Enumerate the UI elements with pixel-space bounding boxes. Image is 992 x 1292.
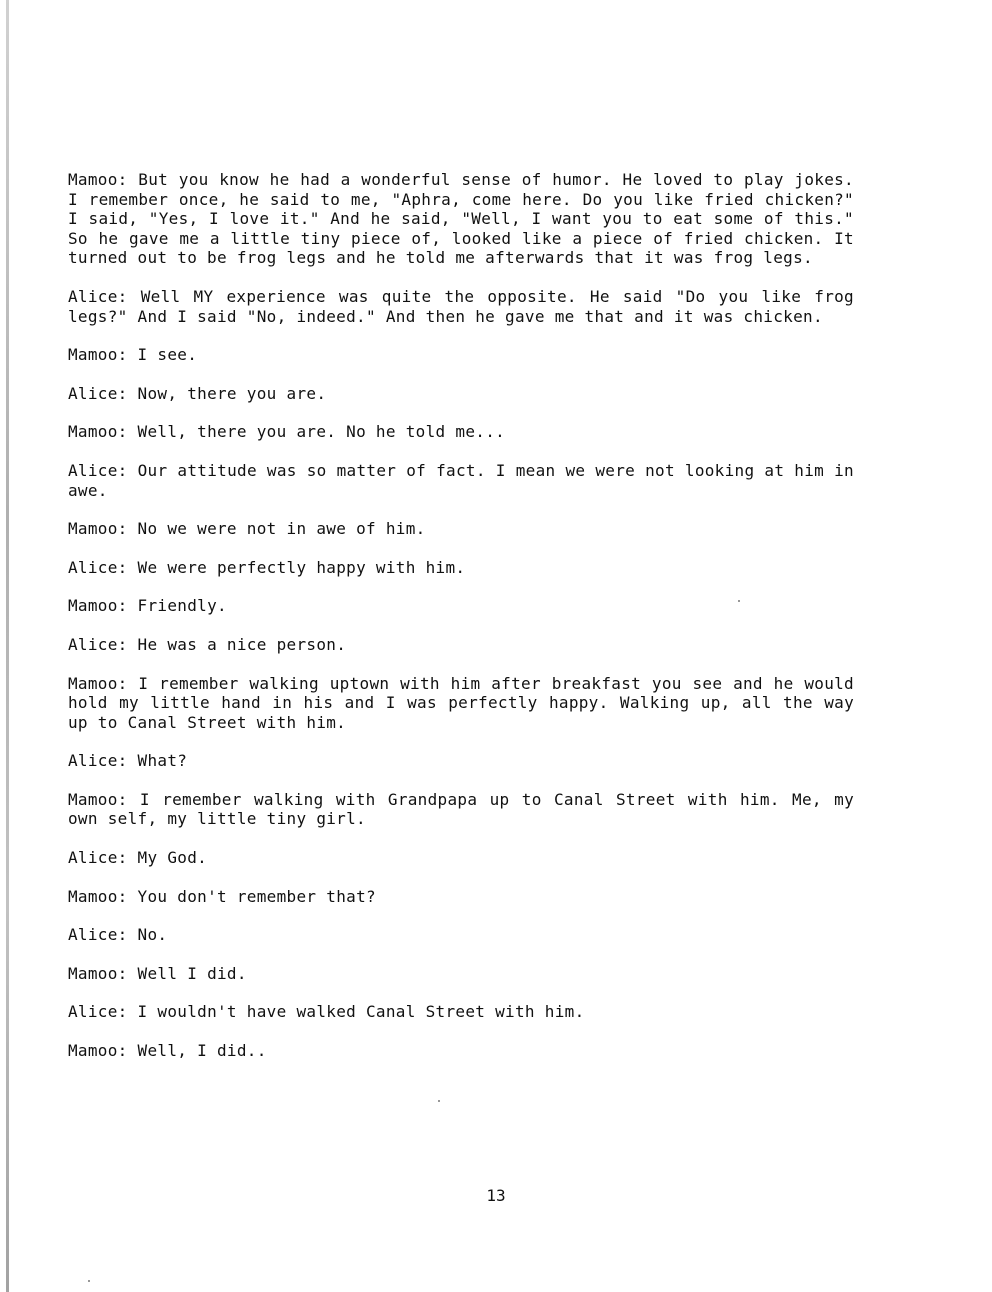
scan-speck: [88, 1280, 90, 1282]
speaker-label: Alice:: [68, 557, 128, 577]
transcript-paragraph: [68, 1002, 854, 1022]
speaker-label: Alice:: [68, 925, 128, 945]
utterance-text: He was a nice person.: [127, 634, 347, 654]
scan-speck: [438, 1100, 440, 1102]
transcript-paragraph: [68, 964, 854, 984]
speaker-label: Alice:: [68, 460, 128, 480]
transcript-paragraph: [68, 635, 854, 655]
speaker-label: Alice:: [68, 751, 128, 771]
speaker-label: Mamoo:: [68, 519, 128, 539]
transcript-paragraph: [68, 674, 854, 733]
speaker-label: Mamoo:: [68, 422, 128, 442]
utterance-text: But you know he had a wonderful sense of humor. He loved to play jokes. I remember once, he said to me, "Aphra, come here. Do you like fried chicken?" I said, "Yes, I love it." And he said, "Well, I want you to eat some of this." So he gave me a little tiny piece of, looked like a piece of fried chicken. It turned out to be frog legs and he told me afterwards that it was frog legs.: [68, 170, 854, 268]
utterance-text: Now, there you are.: [127, 383, 327, 403]
utterance-text: My God.: [127, 848, 208, 868]
speaker-label: Alice:: [68, 286, 128, 306]
utterance-text: Friendly.: [127, 596, 227, 616]
utterance-text: I remember walking uptown with him after breakfast you see and he would hold my little hand in his and I was perfectly happy. Walking up, all the way up to Canal Street with him.: [68, 673, 854, 732]
scan-speck: [738, 600, 740, 602]
transcript-paragraph: [68, 170, 854, 268]
speaker-label: Mamoo:: [68, 1041, 128, 1061]
transcript-paragraph: [68, 384, 854, 404]
binding-edge: [6, 0, 9, 1292]
transcript-body: [68, 170, 854, 1080]
transcript-paragraph: [68, 422, 854, 442]
utterance-text: No we were not in awe of him.: [127, 519, 426, 539]
transcript-paragraph: [68, 287, 854, 326]
speaker-label: Mamoo:: [68, 170, 128, 189]
utterance-text: I remember walking with Grandpapa up to Canal Street with him. Me, my own self, my little tiny girl.: [68, 789, 854, 829]
utterance-text: Well MY experience was quite the opposite. He said "Do you like frog legs?" And I said "No, indeed." And then he gave me that and it was chicken.: [68, 286, 854, 326]
transcript-paragraph: [68, 751, 854, 771]
transcript-paragraph: [68, 596, 854, 616]
transcript-paragraph: [68, 790, 854, 829]
utterance-text: Well, there you are. No he told me...: [127, 422, 506, 442]
speaker-label: Mamoo:: [68, 789, 128, 809]
speaker-label: Mamoo:: [68, 886, 128, 906]
speaker-label: Alice:: [68, 848, 128, 868]
utterance-text: Our attitude was so matter of fact. I mean we were not looking at him in awe.: [68, 460, 854, 500]
transcript-paragraph: [68, 519, 854, 539]
utterance-text: No.: [127, 925, 168, 945]
transcript-paragraph: [68, 558, 854, 578]
utterance-text: I see.: [127, 345, 198, 365]
speaker-label: Mamoo:: [68, 345, 128, 365]
speaker-label: Mamoo:: [68, 596, 128, 616]
transcript-paragraph: [68, 925, 854, 945]
speaker-label: Mamoo:: [68, 963, 128, 983]
utterance-text: You don't remember that?: [127, 886, 376, 906]
utterance-text: Well, I did..: [127, 1041, 267, 1061]
utterance-text: We were perfectly happy with him.: [127, 557, 466, 577]
page-number: 13: [486, 1186, 506, 1205]
transcript-paragraph: [68, 887, 854, 907]
utterance-text: Well I did.: [127, 963, 247, 983]
speaker-label: Alice:: [68, 1002, 128, 1022]
transcript-paragraph: [68, 1041, 854, 1061]
transcript-paragraph: [68, 345, 854, 365]
speaker-label: Alice:: [68, 634, 128, 654]
speaker-label: Mamoo:: [68, 673, 128, 693]
utterance-text: I wouldn't have walked Canal Street with him.: [127, 1002, 585, 1022]
transcript-paragraph: [68, 848, 854, 868]
speaker-label: Alice:: [68, 383, 128, 403]
utterance-text: What?: [127, 751, 188, 771]
transcript-paragraph: [68, 461, 854, 500]
